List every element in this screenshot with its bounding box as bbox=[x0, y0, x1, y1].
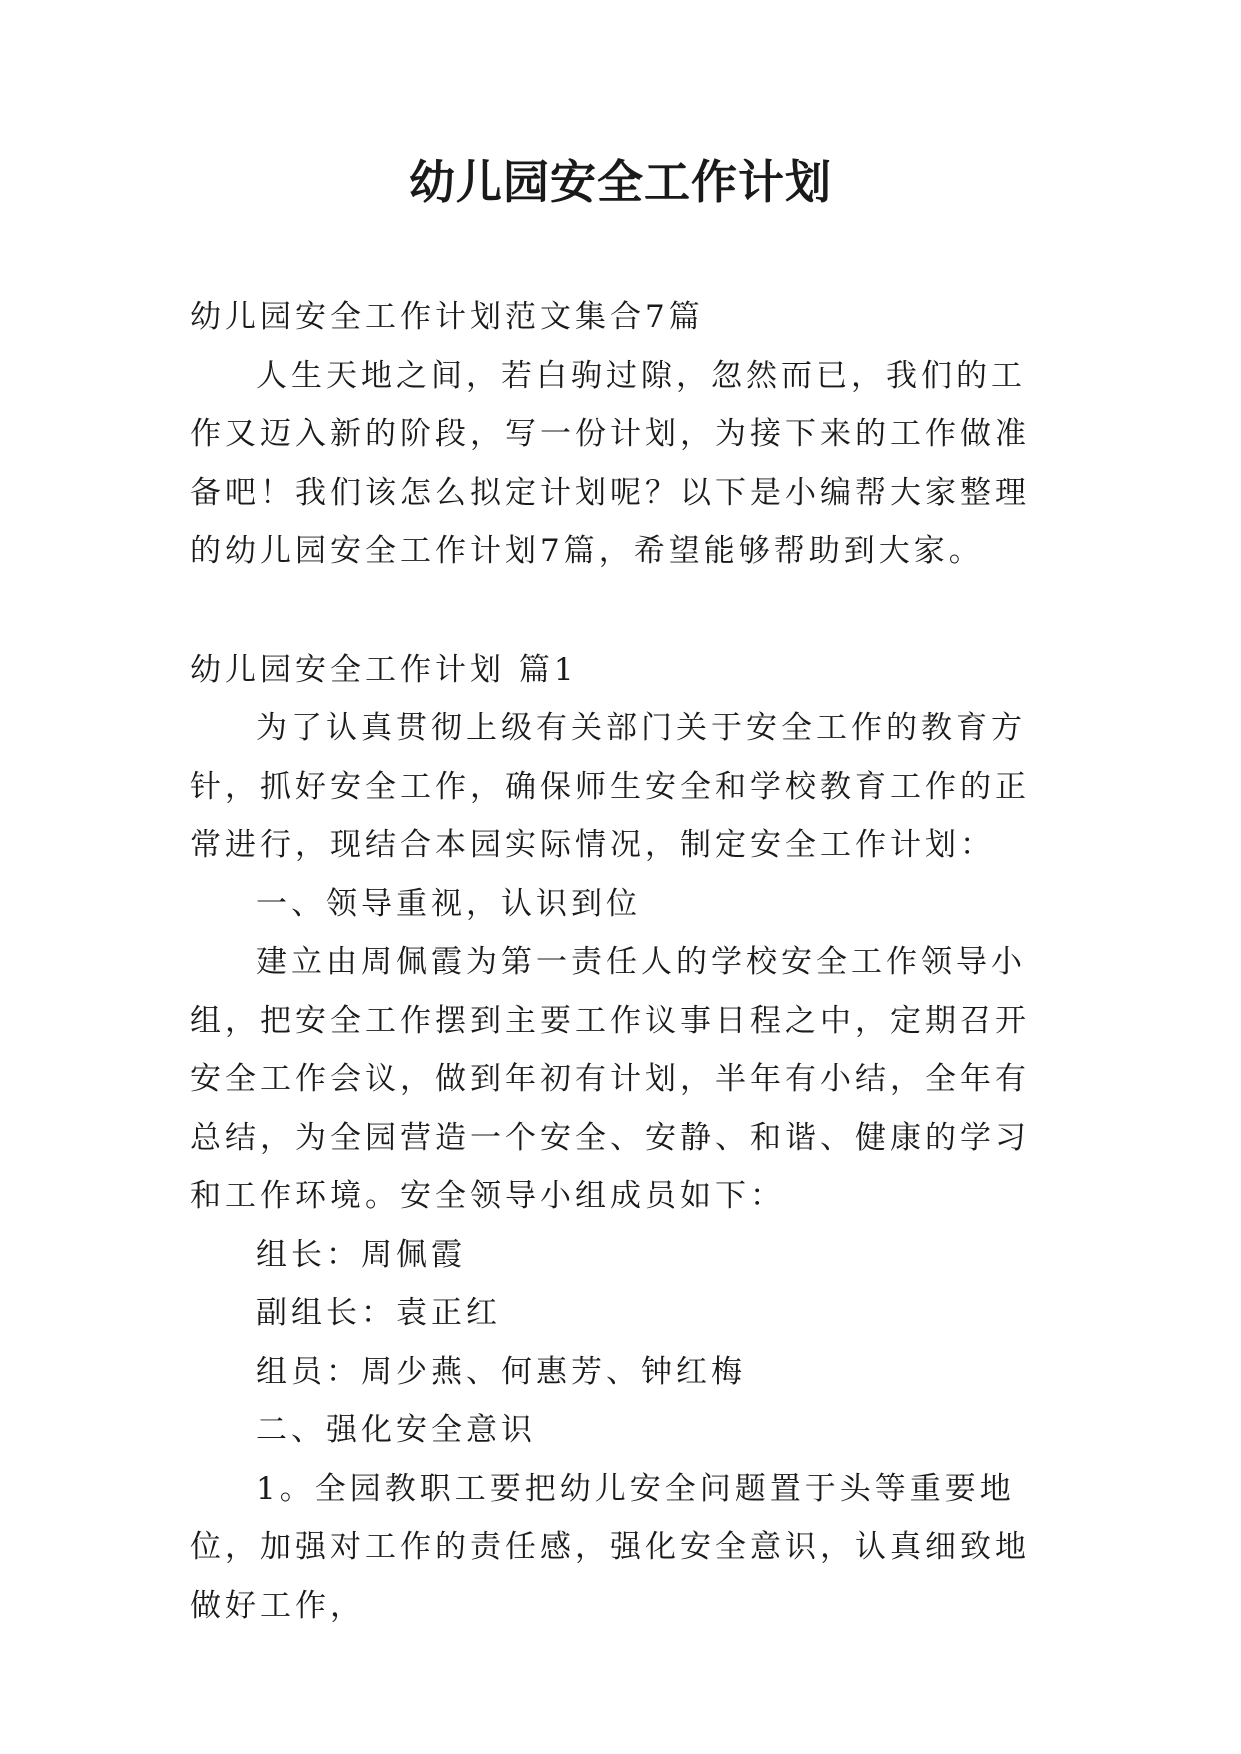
document-subtitle: 幼儿园安全工作计划范文集合7篇 bbox=[190, 299, 704, 335]
member-line-members: 组员：周少燕、何惠芳、钟红梅 bbox=[256, 1353, 746, 1390]
body-paragraph: 建立由周佩霞为第一责任人的学校安全工作领导小组，把安全工作摆到主要工作议事日程之中，定期召开安全工作会议，做到年初有计划，半年有小结，全年有总结，为全园营造一个安全、安静、和谐、健康的学习和工作环境。安全领导小组成员如下： bbox=[190, 944, 1030, 1214]
body-paragraph: 为了认真贯彻上级有关部门关于安全工作的教育方针，抓好安全工作，确保师生安全和学校教育工作的正常进行，现结合本园实际情况，制定安全工作计划： bbox=[190, 710, 1030, 863]
intro-paragraph: 人生天地之间，若白驹过隙，忽然而已，我们的工作又迈入新的阶段，写一份计划，为接下来的工作做准备吧！我们该怎么拟定计划呢？以下是小编帮大家整理的幼儿园安全工作计划7篇，希望能够帮助到大家。 bbox=[190, 357, 1030, 569]
section-heading: 幼儿园安全工作计划 篇1 bbox=[190, 651, 578, 688]
member-line-leader: 组长：周佩霞 bbox=[256, 1236, 466, 1273]
document-body bbox=[190, 288, 1052, 1635]
section-spacer bbox=[190, 581, 1052, 641]
document-title: 幼儿园安全工作计划 bbox=[409, 155, 832, 209]
section-subheading: 一、领导重视，认识到位 bbox=[256, 885, 641, 922]
body-paragraph: 1。全园教职工要把幼儿安全问题置于头等重要地位，加强对工作的责任感，强化安全意识，认真细致地做好工作， bbox=[190, 1470, 1030, 1624]
section-subheading: 二、强化安全意识 bbox=[256, 1412, 536, 1448]
member-line-deputy: 副组长：袁正红 bbox=[256, 1295, 501, 1331]
